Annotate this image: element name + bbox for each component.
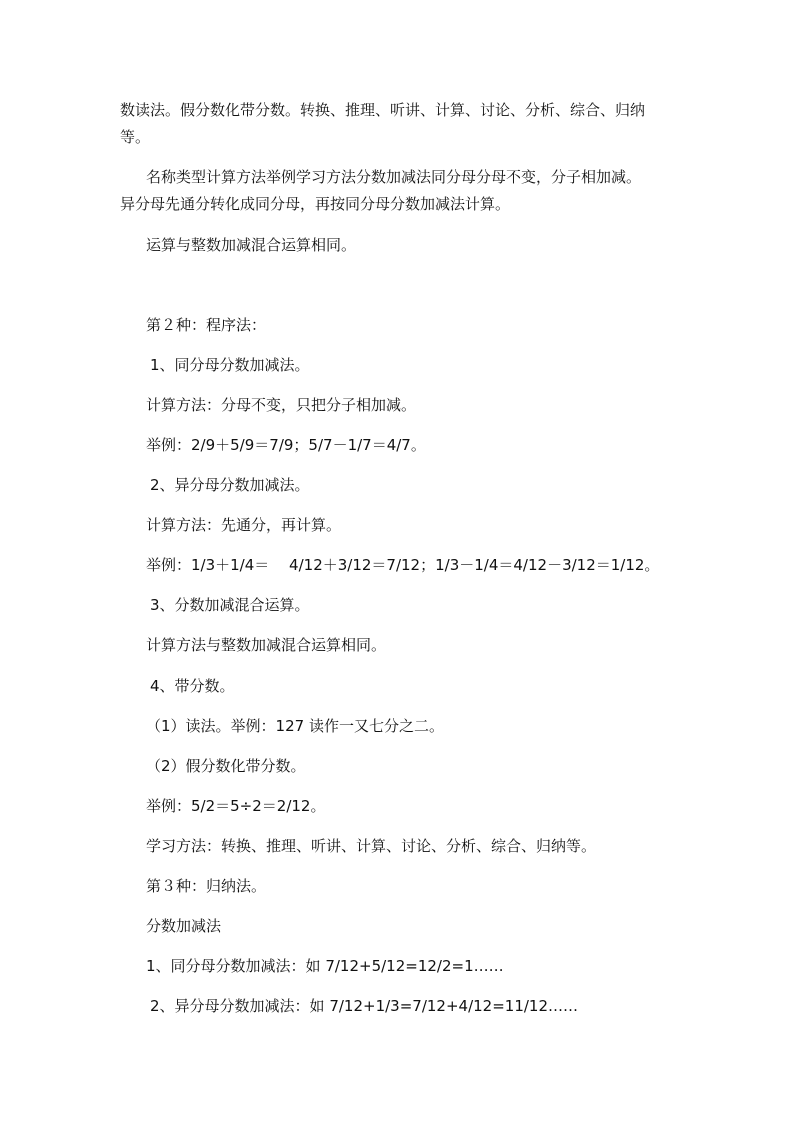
paragraph-line: 学习方法：转换、推理、听讲、计算、讨论、分析、综合、归纳等。	[146, 837, 597, 855]
list-item: 4、带分数。	[150, 677, 235, 695]
paragraph-line: 举例：1/3＋1/4＝ 4/12＋3/12＝7/12；1/3－1/4＝4/12－3/12＝1/12。	[146, 556, 660, 574]
paragraph-line: 名称类型计算方法举例学习方法分数加减法同分母分母不变，分子相加减。	[146, 168, 642, 186]
paragraph-line: 举例：5/2＝5÷2＝2/12。	[146, 797, 326, 815]
paragraph-line: 异分母先通分转化成同分母，再按同分母分数加减法计算。	[120, 195, 511, 213]
paragraph-line: 计算方法：分母不变，只把分子相加减。	[146, 396, 417, 414]
paragraph-line: 数读法。假分数化带分数。转换、推理、听讲、计算、讨论、分析、综合、归纳	[120, 101, 646, 119]
list-item: 2、异分母分数加减法。	[150, 476, 310, 494]
paragraph-line: 运算与整数加减混合运算相同。	[146, 236, 357, 254]
paragraph-line: 分数加减法	[146, 917, 222, 935]
section-heading: 第３种：归纳法。	[146, 877, 267, 895]
paragraph-line: 计算方法与整数加减混合运算相同。	[146, 636, 387, 654]
list-item: （1）读法。举例：127 读作一又七分之二。	[146, 717, 444, 735]
list-item: （2）假分数化带分数。	[146, 757, 306, 775]
section-heading: 第２种：程序法：	[146, 316, 267, 334]
list-item: 1、同分母分数加减法。	[150, 356, 310, 374]
list-item: 2、异分母分数加减法：如 7/12+1/3=7/12+4/12=11/12……	[150, 997, 579, 1015]
paragraph-line: 等。	[120, 128, 151, 146]
paragraph-line: 计算方法：先通分，再计算。	[146, 516, 342, 534]
list-item: 1、同分母分数加减法：如 7/12+5/12=12/2=1……	[146, 957, 504, 975]
paragraph-line: 举例：2/9＋5/9＝7/9；5/7－1/7＝4/7。	[146, 436, 426, 454]
list-item: 3、分数加减混合运算。	[150, 596, 310, 614]
